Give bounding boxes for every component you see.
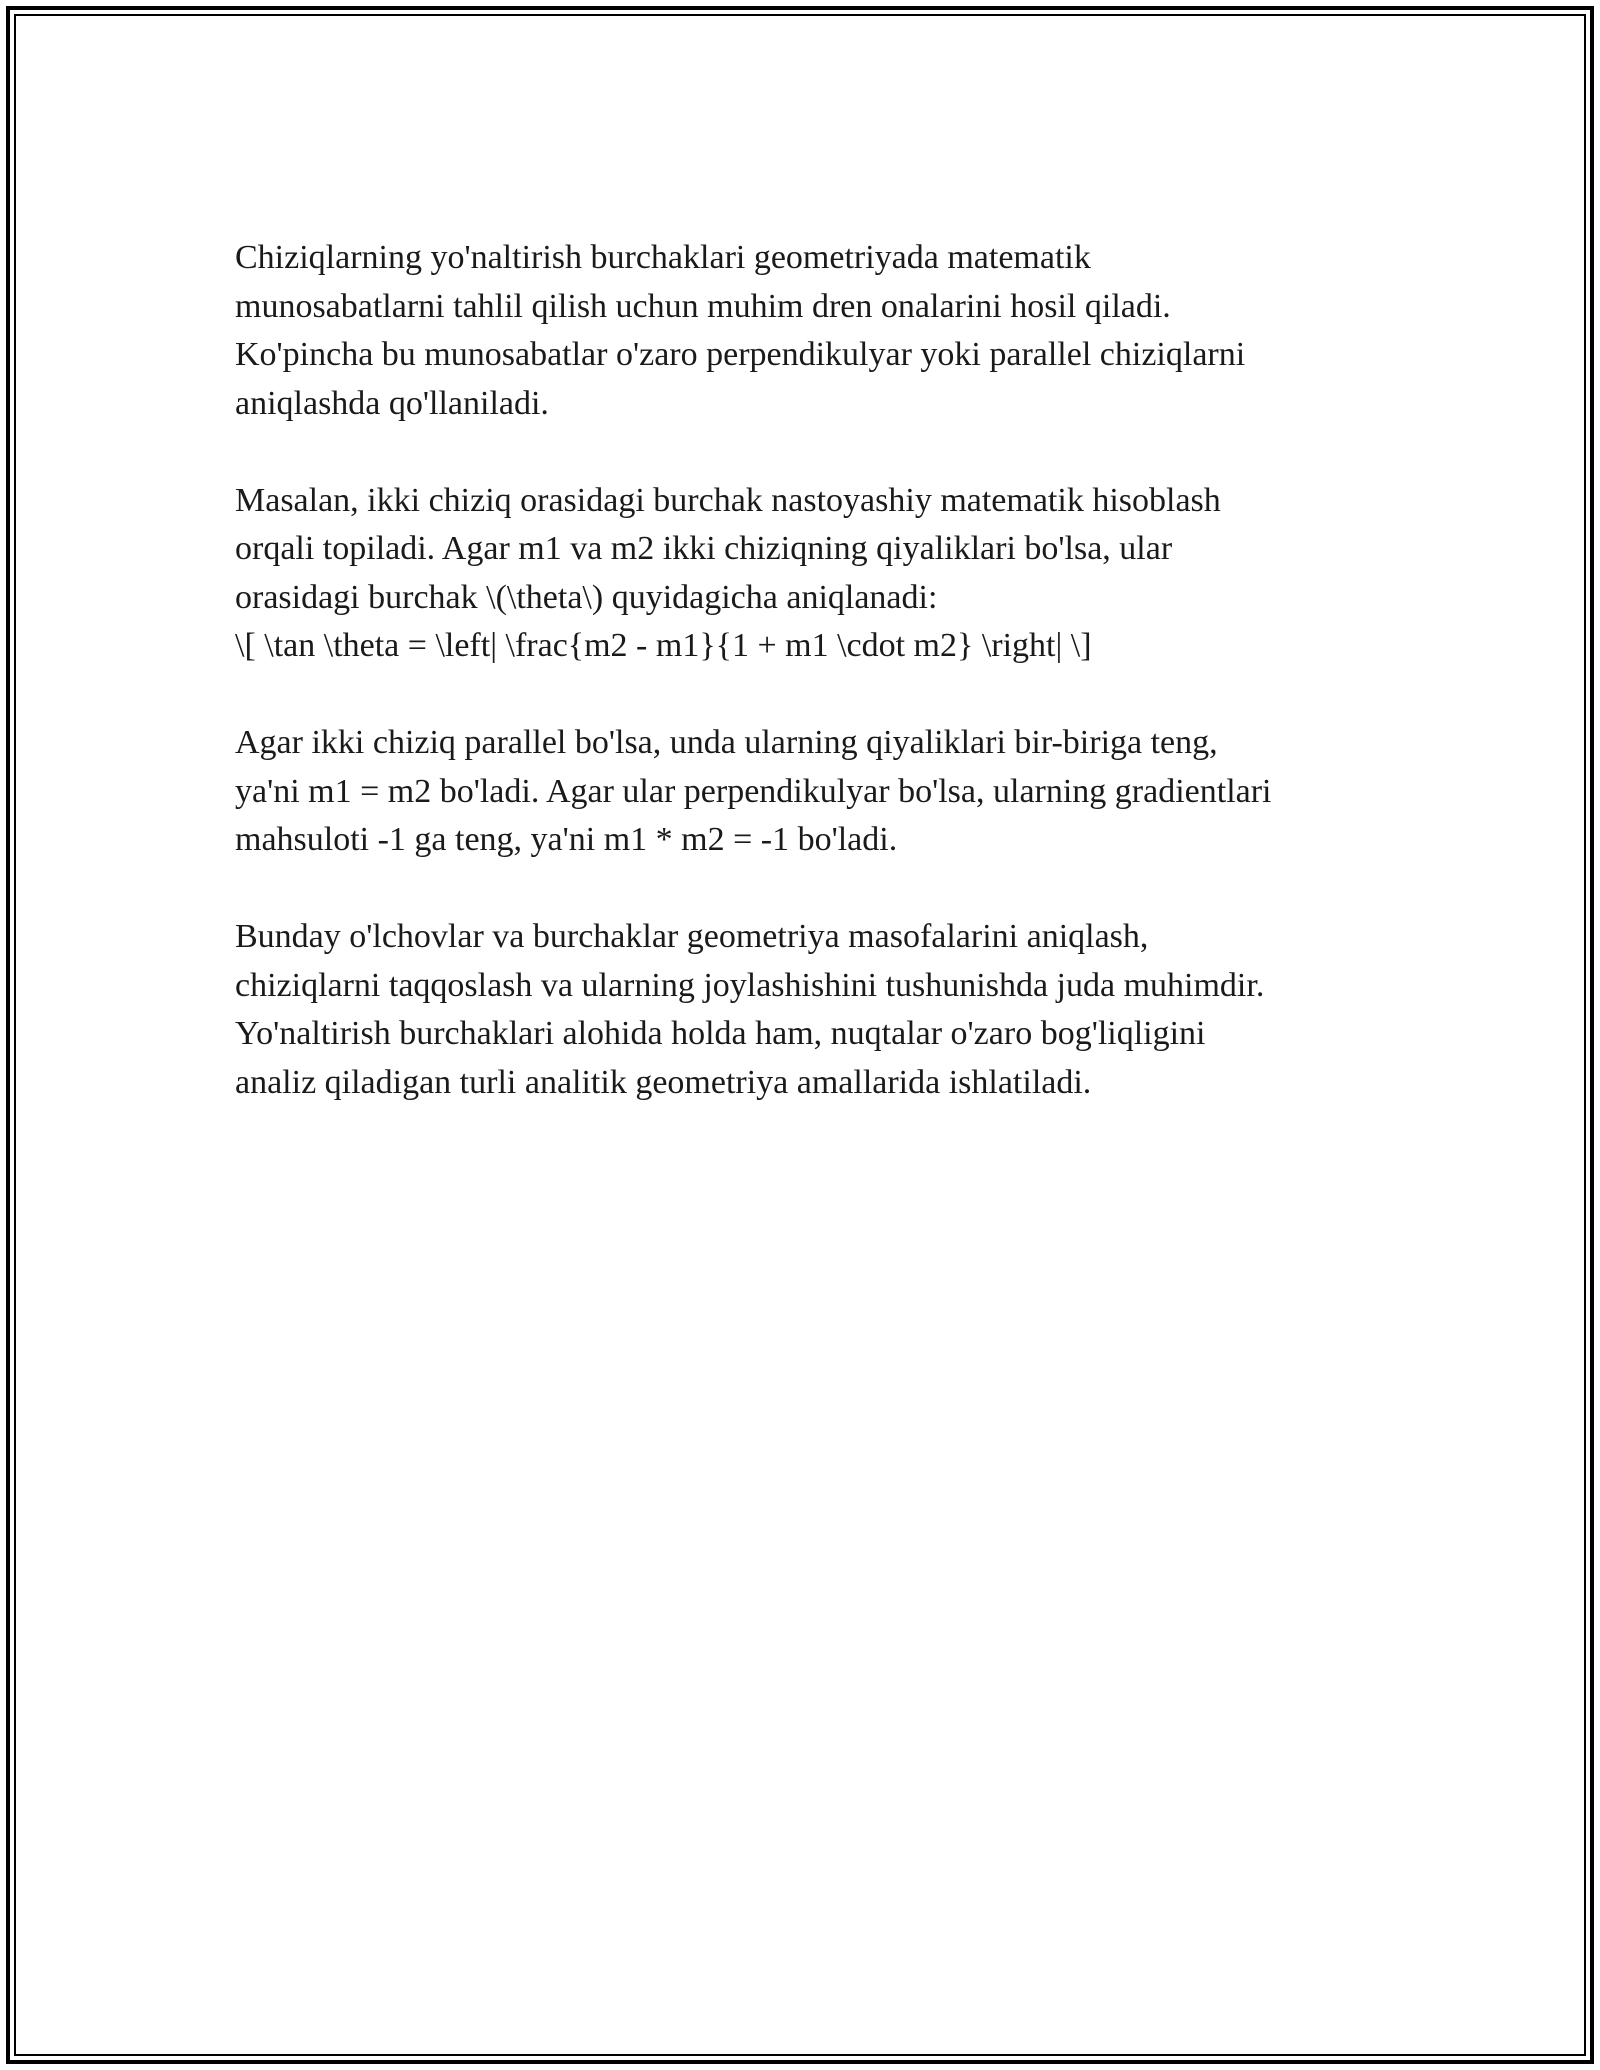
text-line: munosabatlarni tahlil qilish uchun muhim dren onalarini hosil qiladi. <box>235 287 1171 325</box>
text-line: chiziqlarni taqqoslash va ularning joylashishini tushunishda juda muhimdir. <box>235 966 1265 1004</box>
text-line: ya'ni m1 = m2 bo'ladi. Agar ular perpendikulyar bo'lsa, ularning gradientlari <box>235 772 1272 810</box>
paragraph-1 <box>235 234 1375 428</box>
text-line: Ko'pincha bu munosabatlar o'zaro perpendikulyar yoki parallel chiziqlarni <box>235 336 1246 373</box>
text-line: aniqlashda qo'llaniladi. <box>235 384 549 422</box>
text-line: Bunday o'lchovlar va burchaklar geometriya masofalarini aniqlash, <box>235 918 1149 955</box>
text-line: Agar ikki chiziq parallel bo'lsa, unda ularning qiyaliklari bir-biriga teng, <box>235 724 1218 761</box>
text-line: Masalan, ikki chiziq orasidagi burchak nastoyashiy matematik hisoblash <box>235 481 1221 519</box>
paragraph-4 <box>235 913 1375 1107</box>
text-line: Chiziqlarning yo'naltirish burchaklari geometriyada matematik <box>235 239 1091 276</box>
formula-line: \[ \tan \theta = \left| \frac{m2 - m1}{1 + m1 \cdot m2} \right| \] <box>235 627 1092 664</box>
text-line: orqali topiladi. Agar m1 va m2 ikki chiziqning qiyaliklari bo'lsa, ular <box>235 530 1173 567</box>
text-line: analiz qiladigan turli analitik geometriya amallarida ishlatiladi. <box>235 1063 1092 1101</box>
document-body <box>235 234 1375 1156</box>
text-line: Yo'naltirish burchaklari alohida holda ham, nuqtalar o'zaro bog'liqligini <box>235 1015 1206 1052</box>
text-line: mahsuloti -1 ga teng, ya'ni m1 * m2 = -1 bo'ladi. <box>235 821 898 858</box>
text-line: orasidagi burchak \(\theta\) quyidagicha aniqlanadi: <box>235 578 938 616</box>
paragraph-3 <box>235 719 1375 865</box>
paragraph-2 <box>235 477 1375 671</box>
